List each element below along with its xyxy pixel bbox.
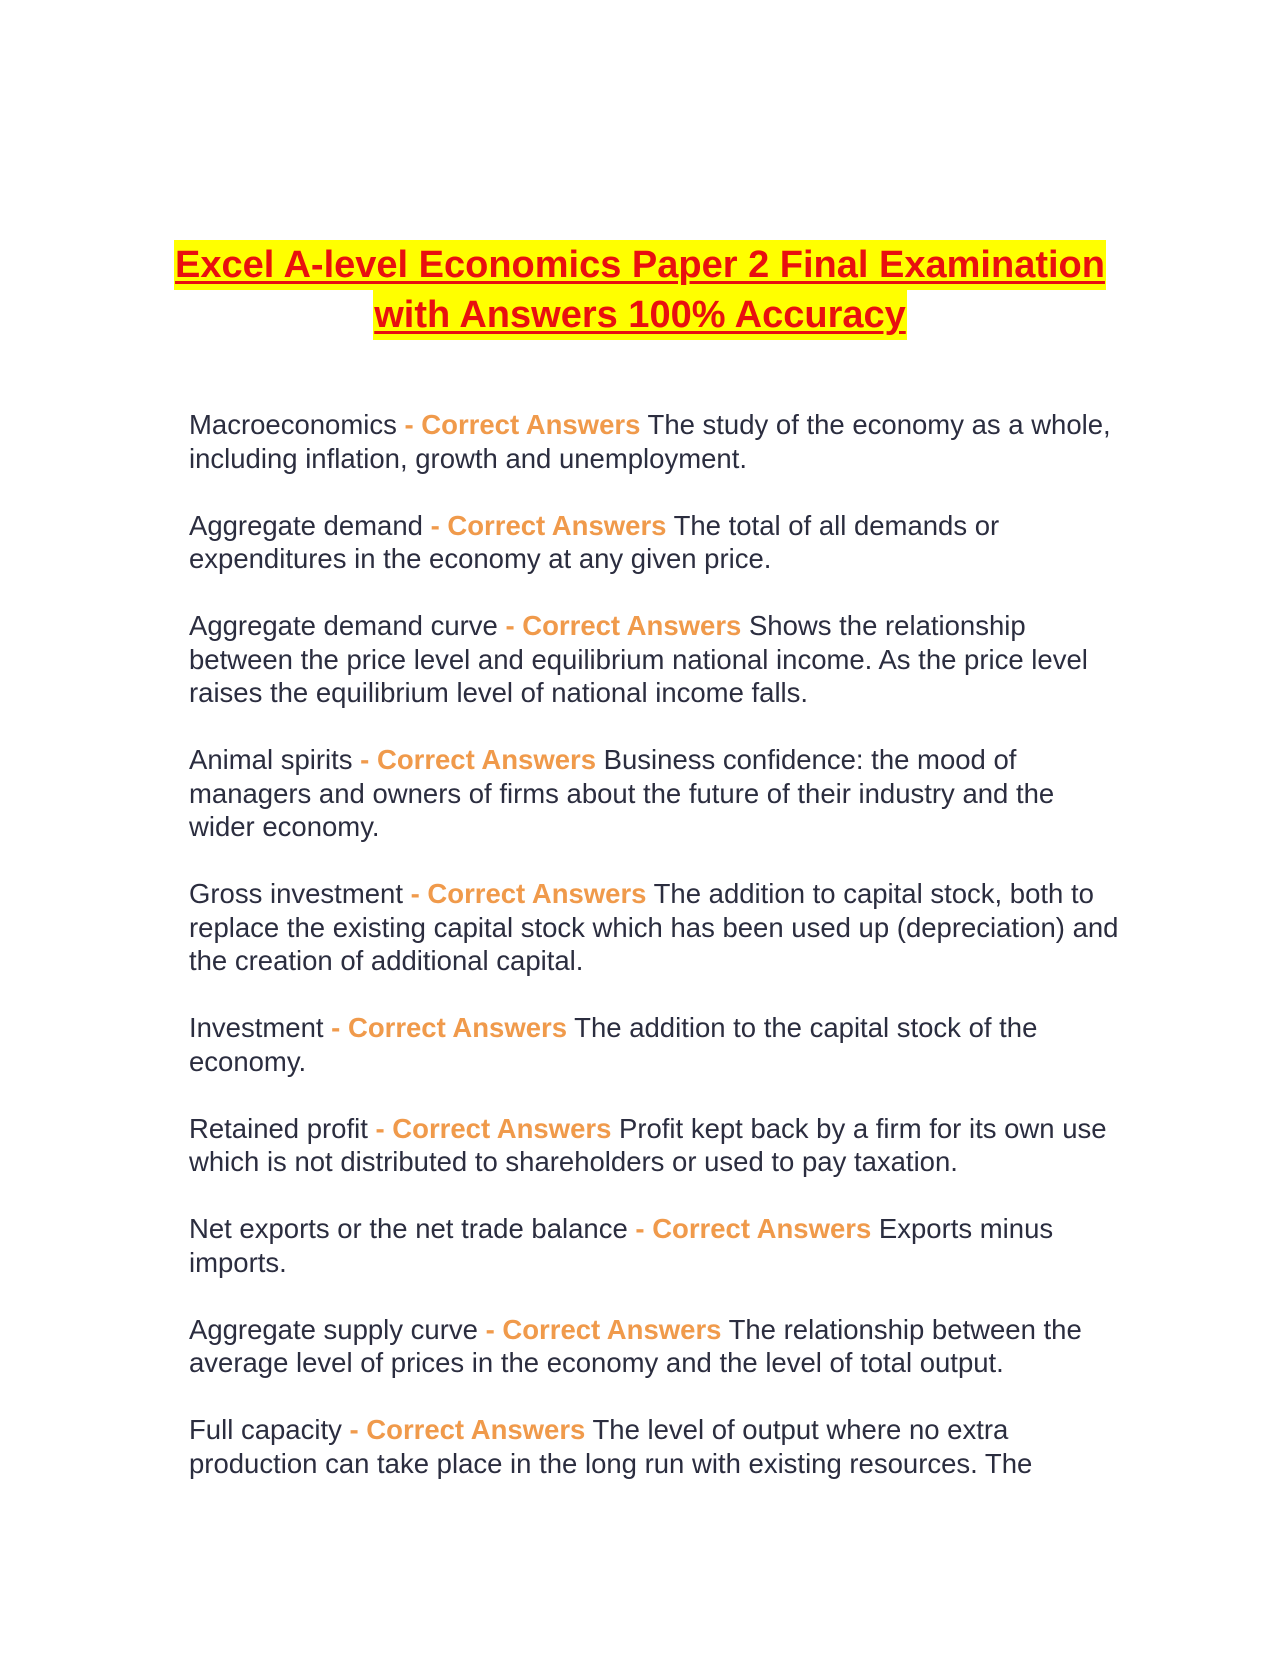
flashcard-entry [189,1011,1124,1078]
entry-term: Full capacity [189,1414,342,1445]
correct-answers-label: - Correct Answers [360,744,597,775]
correct-answers-label: - Correct Answers [505,610,742,641]
flashcard-entry [189,1212,1124,1279]
correct-answers-label: - Correct Answers [375,1112,612,1144]
entry-definition: Shows the relationship between the price level and equilibrium national income. As the price level raises the equilibrium level of national income falls. [189,610,1088,708]
correct-answers-label: - Correct Answers [485,1313,722,1345]
entry-term: Gross investment [189,878,403,909]
entry-term: Aggregate supply curve [189,1313,478,1345]
correct-answers-label: - Correct Answers [430,509,667,541]
flashcard-entry [189,1112,1124,1179]
entry-definition: The addition to the capital stock of the economy. [189,1012,1038,1077]
document-title [0,240,1280,340]
correct-answers-label: - Correct Answers [635,1213,872,1244]
entry-term: Aggregate demand [189,509,423,541]
correct-answers-label: - Correct Answers [331,1012,568,1043]
entry-term: Net exports or the net trade balance [189,1213,628,1244]
entry-definition: Business confidence: the mood of managers and owners of firms about the future of their industry and the wider economy. [189,744,1055,842]
entry-definition: The total of all demands or expenditures in the economy at any given price. [189,509,1000,574]
entry-term: Animal spirits [189,744,353,775]
correct-answers-label: - Correct Answers [410,878,647,909]
entry-definition: The relationship between the average level of prices in the economy and the level of total output. [189,1313,1082,1378]
title-line-2: with Answers 100% Accuracy [373,290,907,340]
entry-term: Retained profit [189,1112,368,1144]
entry-definition: Exports minus imports. [189,1213,1054,1278]
correct-answers-label: - Correct Answers [404,409,641,440]
entry-definition: The level of output where no extra production can take place in the long run with existing resources. The [189,1414,1033,1479]
entry-definition: The addition to capital stock, both to replace the existing capital stock which has been used up (depreciation) and the creation of additional capital. [189,878,1119,976]
flashcard-entry [189,609,1124,710]
entry-term: Macroeconomics [189,409,397,440]
title-line-1: Excel A-level Economics Paper 2 Final Examination [174,240,1106,290]
flashcard-list [189,408,1124,1514]
correct-answers-label: - Correct Answers [349,1414,586,1445]
flashcard-entry [189,743,1124,844]
entry-definition: Profit kept back by a firm for its own use which is not distributed to shareholders or used to pay taxation. [189,1112,1107,1177]
flashcard-entry [189,509,1124,576]
flashcard-entry [189,408,1124,475]
flashcard-entry [189,1413,1124,1480]
entry-term: Aggregate demand curve [189,610,498,641]
flashcard-entry [189,877,1124,978]
flashcard-entry [189,1313,1124,1380]
entry-term: Investment [189,1012,324,1043]
entry-definition: The study of the economy as a whole, including inflation, growth and unemployment. [189,409,1111,474]
